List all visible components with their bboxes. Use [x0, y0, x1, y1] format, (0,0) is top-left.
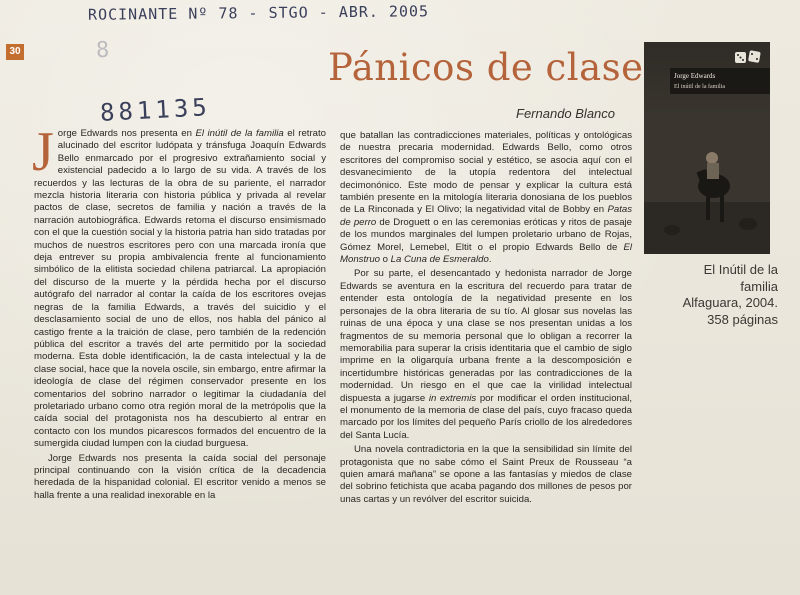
text-run: orge Edwards nos presenta en — [57, 128, 196, 139]
book-cover-image — [644, 42, 770, 254]
text-run: Por su parte, el desencantado y hedonista narrador de Jorge Edwards se aventura en la escritura del recuerdo para tratar de entender esta ontología de la negatividad presente en los personajes de la obra literaria de su tío. Al glosar sus novelas las ruinas de una época y una clase se nos presentan unidas a los fragmentos de su memoria personal que lo obligan a recorrer la memorabilia para superar la crisis identitaria que el cambio de siglo imprime en la oligarquía urbana frente a la descomposición e incertidumbre históricas generadas por las contradicciones de la modernidad. Un riesgo en el que cae la virilidad intelectual dispuesta a jugarse — [340, 268, 632, 404]
text-run: . — [488, 254, 492, 266]
book-title-ref: El inútil de la familia — [195, 128, 284, 139]
text-run: que batallan las contradicciones materiales, políticas y ontológicas de nuestra precaria modernidad. Edwards Bello, como otros escritores del compromiso social y estético, se asocia aquí con el desvanecimiento de la utopía redentora del intelectual decimonónico. Este modo de pensar y explicar la cultura está también presente en la mitología literaria donosiana de los pueblos de La Rinconada y El Olivo; la negatividad vital de Bobby en — [340, 130, 632, 216]
book-title-ref: La Cuna de Esmeraldo — [390, 254, 489, 266]
handwritten-catalog-number: 881135 — [99, 93, 212, 127]
article-column-left — [32, 121, 326, 504]
paragraph: Jorge Edwards nos presenta la caída social del personaje principal continuando con la visión crítica de la decadencia heredada de la hispanidad colonial. El escritor venido a menos se halla frente a una realidad inexorable en la — [34, 452, 326, 501]
text-run: o — [380, 254, 391, 266]
article-column-right — [340, 130, 632, 508]
handwritten-source-note: ROCINANTE Nº 78 - STGO - ABR. 2005 — [87, 2, 430, 24]
cover-title: El inútil de la familia — [674, 84, 725, 90]
caption-pages: 358 páginas — [707, 311, 778, 327]
text-run: por modificar el orden institucional, el monumento de la memoria de clase del país, cuyo fracaso queda marcado por los límites del pequeño París criollo de los alrededores del Santa Lucía. — [340, 392, 632, 441]
article-byline: Fernando Blanco — [516, 106, 616, 121]
text-run: el retrato alucinado del escritor ludópata y tránsfuga Joaquín Edwards Bello enmarcado por el progresivo extrañamiento social y existencial padecido a lo largo de su vida. A través de los recuerdos y las lecturas de la obra de su pariente, el narrador mezcla historia literaria con historia pública y privada al revelar pactos de clase, secretos de familia y nación a través de la narración autobiográfica. Edwards retoma el discurso ensimismado con el que la cuestión social y la historia patria han sido tratadas por muchos de nuestros escritores pero con una marcada ironía que deja entrever su propia ambivalencia frente al funcionamiento simbólico de la elitista sociedad chilena patriarcal. La apropiación del discurso de la muerte y la pérdida hecha por el discurso autógrafo del narrador al contar la caída de los escritores ovejas negras de la familia Edwards, a través del suicidio y el desclasamiento social de uno de ellos, nos habla del pánico al castigo frente a la traición de clase, pero también de la redención pública del escritor a través del arte permitido por la sociedad moderna. Esta doble identificación, la de casta intelectual y la de clase social, hace que la novela oscile, sin embargo, entre afirmar la ideología de clase del régimen conservador presente en los comentarios del sobrino narrador o legitimar la ciudadanía del proletariado urbano como otra región moral de la metrópolis que la caída social del protagonista nos ha descubierto al entrar en contacto con los mundos picarescos formados del encuentro de la sumergida ciudad lumpen con la ciudad burguesa. — [34, 128, 326, 450]
dice-icon — [734, 50, 762, 64]
handwritten-faint-mark: 8 — [95, 37, 111, 64]
paragraph: Una novela contradictoria en la que la sensibilidad sin límite del protagonista que no sabe cómo el Saint Preux de Rousseau “a quien amará mañana” se opone a las fantasías y miedos de clase del sobrino fetichista que acaba pagando dos millones de pesos por unas cartas y un revólver del escritor suicida. — [340, 444, 632, 505]
drop-cap: J — [32, 121, 54, 183]
article-title: Pánicos de clase — [328, 46, 644, 89]
paragraph — [340, 268, 632, 442]
horse-rider-illustration — [644, 112, 770, 254]
paragraph — [32, 121, 326, 451]
paragraph — [340, 130, 632, 266]
caption-publisher: Alfaguara, 2004. — [682, 295, 778, 310]
cover-author: Jorge Edwards — [674, 72, 716, 80]
book-title-ref: El Monstruo — [340, 241, 632, 266]
book-title-ref: Patas de perro — [340, 204, 632, 228]
text-run: de Droguett o en las ceremonias eróticas y ritos de pasaje de los mundos marginales del lumpen proletario urbano de Rojas, Gómez Morel, Lemebel, Eltit o el propio Edwards Bello de — [340, 216, 632, 253]
caption-title-line: familia — [740, 278, 778, 294]
book-caption — [660, 262, 778, 328]
latin-phrase: in extremis — [428, 392, 477, 404]
caption-title-line: El Inútil de la — [703, 262, 778, 277]
page-number-badge: 30 — [6, 44, 24, 60]
